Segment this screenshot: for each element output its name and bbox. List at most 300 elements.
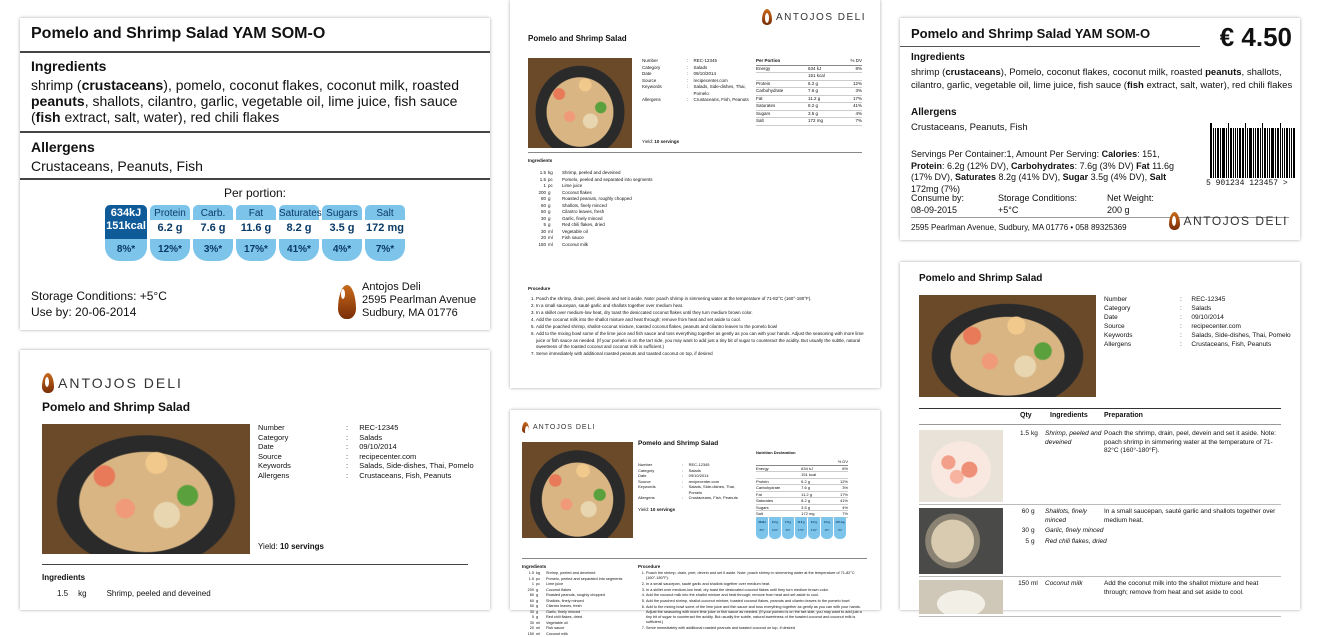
prep-ingredient-line: [1009, 527, 1109, 536]
flame-logo-icon: [522, 422, 529, 433]
meta-row: [1104, 322, 1294, 331]
gda-mini-cell: [808, 517, 820, 539]
ingredient-name: Cilantro leaves, fresh: [562, 209, 782, 216]
gda-cell: [105, 205, 147, 261]
bold-text: crustaceans: [82, 77, 164, 93]
prep-unit: ml: [1031, 580, 1045, 589]
barcode-bar: [1249, 128, 1252, 178]
ingredients-heading: Ingredients: [911, 52, 965, 63]
text-run: Servings Per Container:1, Amount Per Serving:: [911, 149, 1102, 159]
storage-value: +5°C: [998, 204, 1077, 216]
gda-cell: [322, 205, 362, 261]
prep-qty: 1.5: [1009, 430, 1031, 447]
meta-key: Date: [638, 473, 682, 479]
prep-row: [919, 505, 1281, 577]
nutrition-table: [756, 459, 848, 518]
ingredient-name: Coconut flakes: [546, 588, 634, 594]
flame-logo-icon: [762, 9, 772, 25]
prep-unit: g: [1031, 508, 1045, 525]
meta-sep: :: [682, 484, 689, 495]
barcode-bar: [1247, 128, 1248, 178]
nutrition-heading: Nutrition Declaration: [756, 450, 796, 455]
ingredient-unit: g: [548, 222, 562, 229]
meta-key: Source: [258, 452, 346, 462]
meta-row: [1104, 331, 1294, 340]
prep-ingredient-name: Garlic, finely minced: [1045, 527, 1109, 536]
prep-ingredient-name: Shallots, finely minced: [1045, 508, 1109, 525]
prep-ingredient-line: [1009, 580, 1109, 589]
barcode-bar: [1280, 123, 1281, 178]
consume-by-value: 08-09-2015: [911, 204, 964, 216]
gda-cell: [236, 205, 276, 261]
yield-label: Yield:: [638, 507, 649, 512]
ingredient-row: [57, 589, 211, 598]
ingredient-unit: pc: [548, 183, 562, 190]
prep-ingredient-line: [1009, 508, 1109, 525]
meta-sep: :: [1180, 340, 1191, 349]
meta-sep: :: [346, 433, 359, 443]
label-title: Pomelo and Shrimp Salad YAM SOM-O: [20, 18, 490, 51]
gda-mini-value: 7.6 g: [782, 517, 794, 524]
per-portion-label: Per portion:: [20, 186, 490, 200]
meta-row: [258, 442, 478, 452]
meta-row: [638, 484, 748, 495]
ingredient-unit: g: [548, 203, 562, 210]
meta-sep: :: [682, 495, 689, 501]
ingredient-unit: ml: [548, 242, 562, 249]
ingredients-list: [532, 170, 782, 248]
meta-key: Number: [642, 58, 687, 65]
bold-text: Salt: [1150, 172, 1167, 182]
net-weight-value: 200 g: [1107, 204, 1154, 216]
meta-row: [1104, 295, 1294, 304]
gda-name: Protein: [150, 205, 190, 220]
gda-mini-cell: [756, 517, 768, 539]
prep-qty: 30: [1009, 527, 1031, 536]
ingredient-unit: ml: [536, 626, 546, 632]
ingredient-name: Shallots, finely minced: [546, 599, 634, 605]
ingredient-unit: pc: [548, 177, 562, 184]
meta-key: Category: [258, 433, 346, 443]
meta-row: [258, 433, 478, 443]
nutrient-name: Sugars: [756, 110, 808, 118]
ingredient-name: Shrimp, peeled and deveined: [562, 170, 782, 177]
prep-instruction: In a small saucepan, sauté garlic and shallots together over medium heat.: [1104, 508, 1279, 525]
meta-value: REC-12345: [359, 423, 478, 433]
meta-sep: :: [687, 78, 694, 85]
text-run: : 151,: [1137, 149, 1160, 159]
gda-mini-value: 634kJ: [756, 517, 768, 524]
col-header-ingredients: Ingredients: [1050, 412, 1088, 419]
ingredient-name: Garlic, finely minced: [562, 216, 782, 223]
nutrient-name: Protein: [756, 478, 801, 485]
procedure-step: 6. Add to the mixing bowl some of the lime juice and fish sauce and toss everything together as gently as you can with your hands. Adjust the seasoning with more lime juice or fish sauce as needed. (If your pomelo is on the tart side, you may want to add just a tiny bit of sugar to counteract the acidity. But usually the subtle, natural sweetness of the toasted coconut and coconut milk is sufficient.): [536, 331, 866, 351]
meta-key: Source: [1104, 322, 1180, 331]
barcode-bar: [1242, 128, 1244, 178]
ingredient-name: Coconut milk: [546, 632, 634, 637]
prep-ingredient-name: Red chili flakes, dried: [1045, 538, 1109, 547]
meta-row: [1104, 304, 1294, 313]
meta-sep: :: [687, 58, 694, 65]
gda-mini-cell: [782, 517, 794, 539]
meta-sep: :: [1180, 295, 1191, 304]
bold-text: peanuts: [31, 93, 85, 109]
ingredient-row: [524, 632, 634, 637]
use-by-text: Use by: 20-06-2014: [31, 304, 167, 320]
nutrition-row: [756, 65, 862, 73]
flame-logo-icon: [42, 373, 54, 393]
barcode-bar: [1235, 128, 1236, 178]
meta-sep: :: [1180, 313, 1191, 322]
meta-sep: :: [346, 461, 359, 471]
ingredient-qty: 150: [532, 242, 548, 249]
gda-mini-percent: 8%*: [756, 524, 768, 532]
gda-name: Sugars: [322, 205, 362, 220]
meta-row: [258, 471, 478, 481]
meta-row: [258, 452, 478, 462]
gda-value: 6.2 g: [150, 220, 190, 239]
nutrition-row: [756, 110, 862, 118]
meta-sep: :: [346, 452, 359, 462]
meta-value: 09/10/2014: [694, 71, 754, 78]
ingredient-name: Shrimp, peeled and deveined: [546, 571, 634, 577]
procedure-step: 5. Add the poached shrimp, shallot-coconut mixture, toasted coconut flakes, peanuts and cilantro leaves to the pomelo bowl: [646, 599, 868, 604]
barcode-bar: [1245, 123, 1246, 178]
barcode-bar: [1213, 128, 1214, 178]
prep-rows: [919, 427, 1281, 617]
gda-row-mini: [756, 517, 846, 539]
gda-mini-cell: [821, 517, 833, 539]
text-run: 3.5g (4% DV),: [1088, 172, 1150, 182]
nutrition-header-row: [756, 58, 862, 65]
nutrition-table: [756, 58, 862, 126]
address-text: 2595 Pearlman Avenue, Sudbury, MA 01776 • 058 89325369: [911, 223, 1127, 232]
ingredient-qty: 60: [532, 203, 548, 210]
bold-text: fish: [36, 109, 61, 125]
nutrient-name: Salt: [756, 118, 808, 126]
recipe-photo: [919, 295, 1096, 397]
meta-row: [1104, 313, 1294, 322]
meta-value: Salads: [694, 65, 754, 72]
gda-percent: 3%*: [193, 239, 233, 261]
nutrient-value: 172 mg: [808, 118, 840, 126]
recipe-photo: [42, 424, 250, 554]
ingredient-name: Garlic, finely minced: [546, 610, 634, 616]
prep-qty: 60: [1009, 508, 1031, 525]
meta-sep: :: [346, 442, 359, 452]
meta-key: Source: [642, 78, 687, 85]
barcode-bar: [1228, 123, 1229, 178]
product-label-card: [20, 18, 490, 330]
ingredient-qty: 20: [532, 235, 548, 242]
nutrient-value: 7.6 g: [808, 88, 840, 96]
gda-name: Salt: [365, 205, 405, 220]
meta-key: Allergens: [642, 97, 687, 104]
procedure-list: [646, 571, 868, 632]
nutrient-value: 6.2 g: [801, 478, 829, 485]
barcode-bar: [1262, 123, 1263, 178]
text-run: : 7.6g (3% DV): [1075, 161, 1137, 171]
ingredient-qty: 80: [524, 593, 536, 599]
yield-value: 10 servings: [280, 542, 324, 551]
preparation-sheet-card: [900, 262, 1300, 610]
procedure-step: 3. In a skillet over medium-low heat, dry toast the desiccated coconut flakes until they turn medium brown color.: [536, 310, 866, 317]
allergens-heading: Allergens: [911, 107, 957, 118]
ingredient-qty: 1: [532, 183, 548, 190]
nutrient-name: Protein: [756, 80, 808, 88]
barcode-bar: [1269, 128, 1270, 178]
ingredient-name: Red chili flakes, dried: [546, 615, 634, 621]
bold-text: Fat: [1136, 161, 1150, 171]
prep-qty: 150: [1009, 580, 1031, 589]
meta-value: Salads: [689, 468, 748, 474]
ingredient-name: Vegetable oil: [546, 621, 634, 627]
prep-unit: kg: [1031, 430, 1045, 447]
ingredient-unit: ml: [548, 229, 562, 236]
prep-ingredients: [1009, 430, 1109, 449]
ingredients-list: [524, 571, 634, 637]
ingredient-qty: 30: [524, 610, 536, 616]
ingredient-name: Roasted peanuts, roughly chopped: [562, 196, 782, 203]
procedure-heading: Procedure: [638, 564, 660, 569]
gda-row: [20, 205, 490, 261]
prep-row: [919, 427, 1281, 505]
prep-qty: 5: [1009, 538, 1031, 547]
yield-value: 10 servings: [650, 507, 675, 512]
procedure-step: 4. Add the coconut milk into the shallot mixture and heat through; remove from heat and set aside to cool.: [536, 317, 866, 324]
ingredient-unit: g: [536, 588, 546, 594]
recipe-meta: [258, 423, 478, 480]
text-run: , shallots, cilantro, garlic, vegetable oil, lime juice, fish sauce (: [31, 93, 457, 125]
address-line1: 2595 Pearlman Avenue: [362, 294, 476, 307]
gda-mini-value: 8.2 g: [808, 517, 820, 524]
ingredient-unit: g: [536, 593, 546, 599]
text-run: extract, salt, water), red chili flakes: [61, 109, 280, 125]
nutrient-percent: 4%: [840, 110, 862, 118]
recipe-sheet-card: [510, 0, 880, 388]
gda-mini-percent: 41%*: [808, 524, 820, 532]
nutrient-name: Carbohydrate: [756, 485, 801, 492]
nutrient-name: Carbohydrate: [756, 88, 808, 96]
ingredients-heading: Ingredients: [522, 564, 546, 569]
procedure-step: 7. Serve immediately with additional roasted peanuts and toasted coconut on top, if desired: [536, 351, 866, 358]
nutrient-value: 8.2 g: [808, 103, 840, 111]
prep-instruction: Add the coconut milk into the shallot mixture and heat through; remove from heat and set aside to cool.: [1104, 580, 1279, 597]
recipe-photo: [522, 442, 633, 538]
meta-sep: :: [687, 97, 694, 104]
meta-value: 09/10/2014: [359, 442, 478, 452]
nutrient-percent: 8%: [829, 465, 848, 472]
meta-key: Date: [1104, 313, 1180, 322]
ingredients-text: [911, 67, 1296, 92]
brand-logo: [762, 9, 866, 25]
barcode-bar: [1289, 128, 1290, 178]
procedure-step: 3. In a skillet over medium-low heat, dry toast the desiccated coconut flakes until they turn medium brown color.: [646, 588, 868, 593]
ingredient-unit: g: [536, 610, 546, 616]
ingredient-unit: kg: [78, 589, 86, 598]
procedure-step: 1. Poach the shrimp, drain, peel, devein and set it aside. Note: poach shrimp in simmering water at the temperature of 71-82°C (160°-180°F).: [646, 571, 868, 581]
ingredient-unit: pc: [536, 582, 546, 588]
milk-photo: [919, 580, 1003, 614]
ingredient-qty: 50: [524, 604, 536, 610]
nutrient-value: 3.5 g: [801, 504, 829, 511]
bold-text: Sugar: [1063, 172, 1089, 182]
recipe-title: Pomelo and Shrimp Salad: [528, 34, 627, 43]
ingredient-name: Red chili flakes, dried: [562, 222, 782, 229]
meta-key: Date: [642, 71, 687, 78]
gda-percent: 41%*: [279, 239, 319, 261]
prep-title: Pomelo and Shrimp Salad: [919, 273, 1042, 284]
gda-cell: [193, 205, 233, 261]
ingredient-name: Shallots, finely minced: [562, 203, 782, 210]
gda-value: 11.6 g: [236, 220, 276, 239]
prep-ingredient-name: Coconut milk: [1045, 580, 1109, 589]
meta-key: Number: [638, 462, 682, 468]
ingredient-name: Coconut flakes: [562, 190, 782, 197]
meta-value: Salads, Side-dishes, Thai, Pomelo: [359, 461, 478, 471]
nutrient-value: 151 kcal: [801, 472, 829, 479]
brand-name: ANTOJOS DELI: [776, 12, 866, 23]
nutrition-row: [756, 88, 862, 96]
text-run: shrimp (: [31, 77, 82, 93]
bold-text: Protein: [911, 161, 942, 171]
ingredient-qty: 60: [524, 599, 536, 605]
meta-row: [638, 495, 748, 501]
prep-ingredient-name: Shrimp, peeled and deveined: [1045, 430, 1109, 447]
ingredient-qty: 30: [532, 216, 548, 223]
brand-name: ANTOJOS DELI: [1184, 214, 1288, 228]
meta-row: [258, 423, 478, 433]
ingredient-qty: 1.5: [524, 571, 536, 577]
gda-cell: [279, 205, 319, 261]
ingredient-qty: 200: [532, 190, 548, 197]
meta-value: Crustaceans, Fish, Peanuts: [689, 495, 748, 501]
text-run: ), pomelo, coconut flakes, coconut milk, roasted: [163, 77, 459, 93]
barcode-bar: [1220, 128, 1221, 178]
recipe-photo: [528, 58, 632, 148]
ingredient-unit: ml: [548, 235, 562, 242]
barcode-bar: [1239, 128, 1241, 178]
ingredients-heading: Ingredients: [31, 58, 479, 74]
gda-value: 172 mg: [365, 220, 405, 239]
ingredient-name: Fish sauce: [546, 626, 634, 632]
procedure-list: [536, 296, 866, 358]
yield-label: Yield:: [258, 542, 278, 551]
meta-sep: :: [687, 65, 694, 72]
col-header-preparation: Preparation: [1104, 412, 1143, 419]
meta-key: Allergens: [638, 495, 682, 501]
meta-value: 09/10/2014: [689, 473, 748, 479]
ingredient-qty: 50: [532, 209, 548, 216]
ingredient-name: Lime juice: [546, 582, 634, 588]
ingredient-row: [532, 242, 782, 249]
text-run: 172mg (7%): [911, 184, 960, 194]
gda-mini-percent: 12%*: [769, 524, 781, 532]
col-header-qty: Qty: [1020, 412, 1032, 419]
procedure-step: 5. Add the poached shrimp, shallot-coconut mixture, toasted coconut flakes, peanuts and cilantro leaves to the pomelo bowl: [536, 324, 866, 331]
nutrition-dv: % DV: [829, 459, 848, 465]
barcode-bar: [1282, 128, 1283, 178]
flame-logo-icon: [1169, 212, 1180, 230]
text-run: shrimp (: [911, 67, 945, 78]
ingredient-unit: g: [548, 216, 562, 223]
gda-percent: 8%*: [105, 239, 147, 261]
meta-value: Salads: [359, 433, 478, 443]
gda-mini-cell: [769, 517, 781, 539]
meta-value: Salads, Side-dishes, Thai, Pomelo: [694, 84, 754, 97]
text-run: 11.6g (17% DV),: [911, 161, 1174, 183]
procedure-step: 1. Poach the shrimp, drain, peel, devein and set it aside. Note: poach shrimp in simmering water at the temperature of 71-82°C (160°-180°F).: [536, 296, 866, 303]
meta-sep: :: [346, 471, 359, 481]
ingredient-unit: g: [536, 599, 546, 605]
net-weight-label: Net Weight:: [1107, 192, 1154, 204]
meta-value: Salads: [1191, 304, 1294, 313]
barcode-bar: [1230, 128, 1232, 178]
nutrient-percent: 17%: [829, 491, 848, 498]
procedure-step: 6. Add to the mixing bowl some of the lime juice and fish sauce and toss everything together as gently as you can with your hands. Adjust the seasoning with more lime juice or fish sauce as needed. (If your pomelo is on the tart side, you may want to add just a tiny bit of sugar to counteract the acidity. But usually the subtle, natural sweetness of the toasted coconut and coconut milk is sufficient.): [646, 605, 868, 626]
gda-value: 8.2 g: [279, 220, 319, 239]
allergens-text: Crustaceans, Peanuts, Fish: [31, 158, 479, 174]
nutrition-dv: % DV: [840, 58, 862, 65]
barcode-bar: [1267, 128, 1268, 178]
ingredient-name: Pomelo, peeled and separated into segments: [546, 577, 634, 583]
barcode-bar: [1253, 128, 1254, 178]
recipe-sheet-gda-card: [510, 410, 880, 610]
bold-text: Calories: [1102, 149, 1138, 159]
meta-value: recipecenter.com: [694, 78, 754, 85]
ingredient-name: Lime juice: [562, 183, 782, 190]
nutrient-percent: 12%: [829, 478, 848, 485]
consume-by-label: Consume by:: [911, 192, 964, 204]
barcode-bar: [1277, 128, 1279, 178]
price: € 4.50: [1220, 22, 1292, 53]
gda-mini-value: 172 mg: [834, 517, 846, 524]
meta-value: REC-12345: [694, 58, 754, 65]
meta-sep: :: [1180, 331, 1191, 340]
prep-instruction: Poach the shrimp, drain, peel, devein and set it aside. Note: poach shrimp in simmering water at the temperature of 71-82°C (160°-180°F).: [1104, 430, 1279, 456]
brand-logo: [522, 422, 595, 433]
meta-sep: :: [682, 473, 689, 479]
flame-logo-icon: [338, 285, 356, 319]
nutrient-name: Saturates: [756, 103, 808, 111]
gda-cell: [150, 205, 190, 261]
meta-key: Category: [1104, 304, 1180, 313]
meta-key: Number: [258, 423, 346, 433]
ingredient-qty: 5: [532, 222, 548, 229]
price-label-card: [900, 18, 1300, 240]
nutrient-name: Fat: [756, 95, 808, 103]
gda-mini-percent: 4%*: [821, 524, 833, 532]
meta-sep: :: [687, 84, 694, 97]
bold-text: peanuts: [1205, 67, 1241, 78]
meta-sep: :: [682, 462, 689, 468]
meta-value: recipecenter.com: [689, 479, 748, 485]
nutrition-row: [756, 95, 862, 103]
ingredient-qty: 1.5: [524, 577, 536, 583]
nutrient-percent: 7%: [829, 511, 848, 518]
nutrient-value: 11.2 g: [808, 95, 840, 103]
barcode-digits: 5 901234 123457 >: [1206, 179, 1288, 188]
nutrient-name: Sugars: [756, 504, 801, 511]
meta-value: Salads, Side-dishes, Thai, Pomelo: [689, 484, 748, 495]
meta-row: [642, 84, 754, 97]
nutrient-percent: 8%: [840, 65, 862, 73]
gda-percent: 12%*: [150, 239, 190, 261]
company-name: Antojos Deli: [362, 281, 476, 294]
meta-key: Allergens: [1104, 340, 1180, 349]
meta-value: recipecenter.com: [1191, 322, 1294, 331]
recipe-meta: [1104, 295, 1294, 349]
